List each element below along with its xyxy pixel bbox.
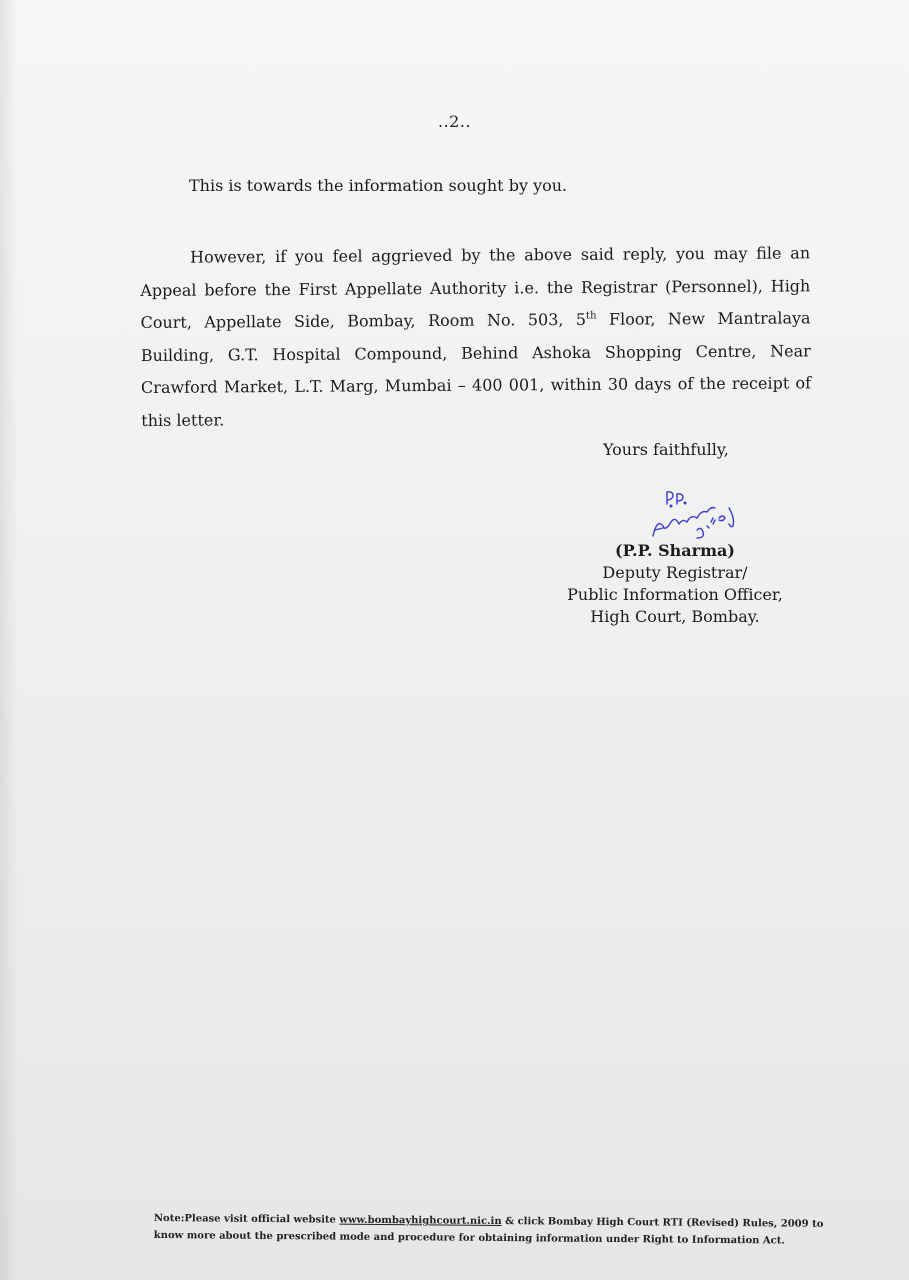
- closing-salutation: Yours faithfully,: [603, 440, 729, 459]
- intro-line: This is towards the information sought by you.: [189, 176, 568, 195]
- footer-note: [154, 1210, 834, 1250]
- signatory-block: [560, 540, 790, 628]
- appeal-paragraph: [140, 237, 811, 437]
- page-number: ..2..: [437, 112, 472, 131]
- signatory-designation-1: Deputy Registrar/: [602, 563, 748, 582]
- appeal-text-part-1: However, if you feel aggrieved by the above said reply, you may file an Appeal before the First Appellate Authority i.e. the Registrar (Personnel), High Court, Appellate Side, Bombay, Room No. 503, 5: [140, 243, 811, 332]
- ordinal-suffix: th: [586, 310, 597, 322]
- footer-prefix: Note:Please visit official website: [153, 1212, 340, 1226]
- signature-icon: [645, 488, 765, 548]
- footer-suffix: & click Bombay High Court RTI (Revised) Rules, 2009 to know more about the prescribed mode and procedure for obtaining information under Right to Information Act.: [153, 1216, 824, 1247]
- website-link[interactable]: www.bombayhighcourt.nic.in: [339, 1214, 502, 1228]
- page-edge-shadow: [0, 0, 18, 1280]
- signatory-office: High Court, Bombay.: [590, 607, 760, 626]
- signatory-designation-2: Public Information Officer,: [567, 585, 783, 604]
- signatory-name: (P.P. Sharma): [615, 541, 735, 560]
- appeal-text-part-2: Floor, New Mantralaya Building, G.T. Hospital Compound, Behind Ashoka Shopping Centre, Near Crawford Market, L.T. Marg, Mumbai – 400 001, within 30 days of the receipt of this letter.: [140, 308, 812, 430]
- handwritten-signature: [645, 488, 765, 548]
